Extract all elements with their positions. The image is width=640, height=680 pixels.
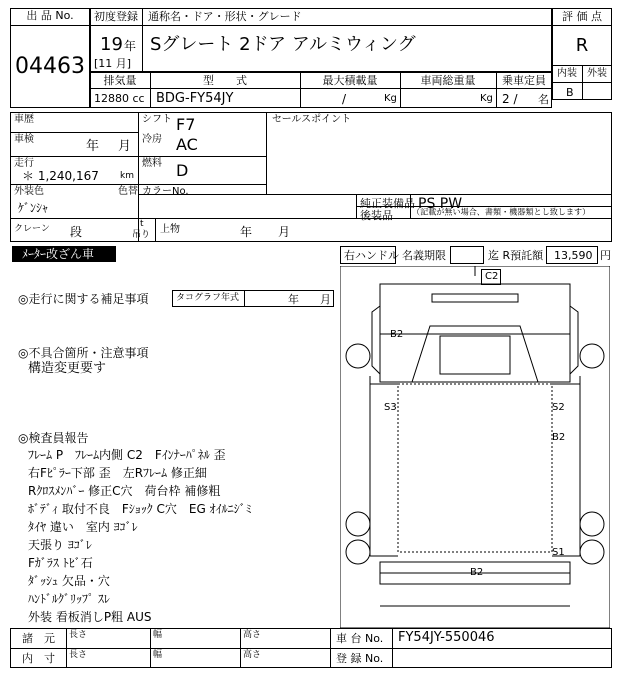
model-value: BDG-FY54JY [156,91,234,106]
shogen-label: 諸 元 [22,632,55,645]
diagram-s2: S2 [552,402,565,413]
inspector-line: 天張り ﾖｺﾞﾚ [28,538,92,552]
shift-value: F7 [176,115,196,134]
diagram-b2-bottom: B2 [470,567,484,578]
fuel-label: 燃料 [142,158,162,169]
upper-year: 年 [240,225,253,239]
upper-month: 月 [278,225,291,239]
naiju-label: 内 寸 [22,652,55,665]
capacity-label: 乗車定員 [502,74,546,87]
fuel-value: D [176,161,189,180]
history-label: 車歴 [14,114,34,125]
naiju-length-label: 長さ [69,650,88,660]
reg-year: 19 [100,34,123,55]
steering-value: 右ハンドル [344,249,399,262]
color-no-label: カラーNo. [142,186,189,197]
diagram-s1: S1 [552,547,565,558]
shaken-label: 迄 R預託額 [488,249,544,262]
inspection-label: 車検 [14,134,34,145]
inspector-line: 外装 看板消しP粗 AUS [28,610,152,624]
shogen-length-label: 長さ [69,630,88,640]
color-change-label: 色替 [118,186,138,197]
reg-year-unit: 年 [124,39,137,53]
front-left-wheel [346,344,370,368]
inspector-line: ﾀﾞｯｼｭ 欠品・穴 [28,574,110,588]
reg-month: [11 月] [94,57,132,70]
ac-value: AC [176,135,198,154]
diagram-b2-top: B2 [390,329,404,340]
equipment-label: 純正装備品 [360,197,415,210]
rear-right-wheel-1 [580,512,604,536]
crane-stage: 段 [70,225,83,239]
crane-hang: 吊り [132,230,151,240]
tampered-text: ﾒｰﾀｰ改ざん車 [22,247,95,261]
crane-ton: t [140,219,144,229]
inspection-month: 月 [118,139,132,154]
ac-label: 冷房 [142,134,162,145]
tacho-year: 年 [288,293,299,306]
inspector-line: ﾌﾚｰﾑ P ﾌﾚｰﾑ内側 C2 Fｲﾝﾅｰﾊﾟﾈﾙ 歪 [28,448,226,462]
max-load-value: / [342,92,347,106]
tacho-month: 月 [320,293,331,306]
aftermarket-label: 後装品 [360,209,393,222]
diagram-c2: C2 [485,271,499,282]
aftermarket-note: （記載が無い場合、書類・機器類とし致します） [412,208,591,218]
diagram-s3: S3 [384,402,397,413]
shift-label: シフト [142,114,172,125]
inspector-line: 右Fﾋﾟﾗｰ下部 歪 左Rﾌﾚｰﾑ 修正細 [28,466,207,480]
mileage-unit: km [120,171,134,181]
grade-value: Sグレート 2ドア アルミウィング [150,34,416,55]
inspector-line: ﾎﾞﾃﾞｨ 取付不良 Fｼｮｯｸ C穴 EG ｵｲﾙﾆｼﾞﾐ [28,502,252,516]
rear-right-wheel-2 [580,540,604,564]
defect-title: ◎不具合箇所・注意事項 [18,346,149,360]
inspector-line: Rｸﾛｽﾒﾝﾊﾞｰ 修正C穴 荷台枠 補修粗 [28,484,221,498]
interior-grade: B [566,86,574,99]
displacement-label: 排気量 [103,74,137,87]
inspector-title: ◎検査員報告 [18,431,89,445]
interior-label: 内装 [557,68,577,79]
exterior-label: 外装 [587,68,607,79]
chassis-label: 車 台 No. [336,632,384,645]
capacity-value: 2 / [502,92,518,106]
gross-weight-unit: Kg [480,93,493,104]
mileage-value: ＊ 1,240,167 [22,169,99,183]
naiju-width-label: 幅 [153,650,163,660]
diagram-b2-right: B2 [552,432,566,443]
max-load-label: 最大積載量 [322,74,378,87]
shogen-width-label: 幅 [153,630,163,640]
upper-label: 上物 [160,224,180,235]
tacho-label: タコグラフ年式 [176,293,240,303]
inspection-year: 年 [86,139,100,154]
defect-line: 構造変更要す [28,361,107,376]
shogen-height-label: 高さ [243,630,262,640]
sales-point-label: セールスポイント [272,114,352,125]
capacity-unit: 名 [538,93,549,106]
displacement-value: 12880 cc [94,92,145,105]
rating-label: 評 価 点 [562,10,602,23]
inspector-line: Fｶﾞﾗｽ ﾄﾋﾞ石 [28,556,93,570]
mileage-label: 走行 [14,158,34,169]
rear-left-wheel-2 [346,540,370,564]
yen-unit: 円 [600,249,611,262]
grade-label: 通称名・ドア・形状・グレード [148,10,302,23]
crane-label: クレーン [14,224,50,234]
lot-number: 04463 [15,54,85,79]
inspector-line: ﾊﾝﾄﾞﾙｸﾞﾘｯﾌﾟ ｽﾚ [28,592,110,606]
owner-box [450,246,484,264]
travel-title: ◎走行に関する補足事項 [18,292,149,306]
recycle-fee: 13,590 [554,249,593,262]
equipment-value: PS PW [418,196,463,212]
color-value: ｹﾞﾝｼｬ [18,201,49,215]
rating-value: R [575,35,589,56]
color-label: 外装色 [14,186,44,197]
max-load-unit: Kg [384,93,397,104]
chassis-value: FY54JY-550046 [398,630,495,645]
front-right-wheel [580,344,604,368]
owner-label: 名義期限 [402,249,446,262]
inspector-line: ﾀｲﾔ 違い 室内 ﾖｺﾞﾚ [28,520,138,534]
lot-label: 出 品 No. [26,9,74,22]
rear-left-wheel-1 [346,512,370,536]
gross-weight-label: 車両総重量 [420,74,476,87]
naiju-height-label: 高さ [243,650,262,660]
model-label: 型 式 [203,74,247,87]
first-reg-label: 初度登録 [94,10,138,23]
reg-no-label: 登 録 No. [336,652,384,665]
